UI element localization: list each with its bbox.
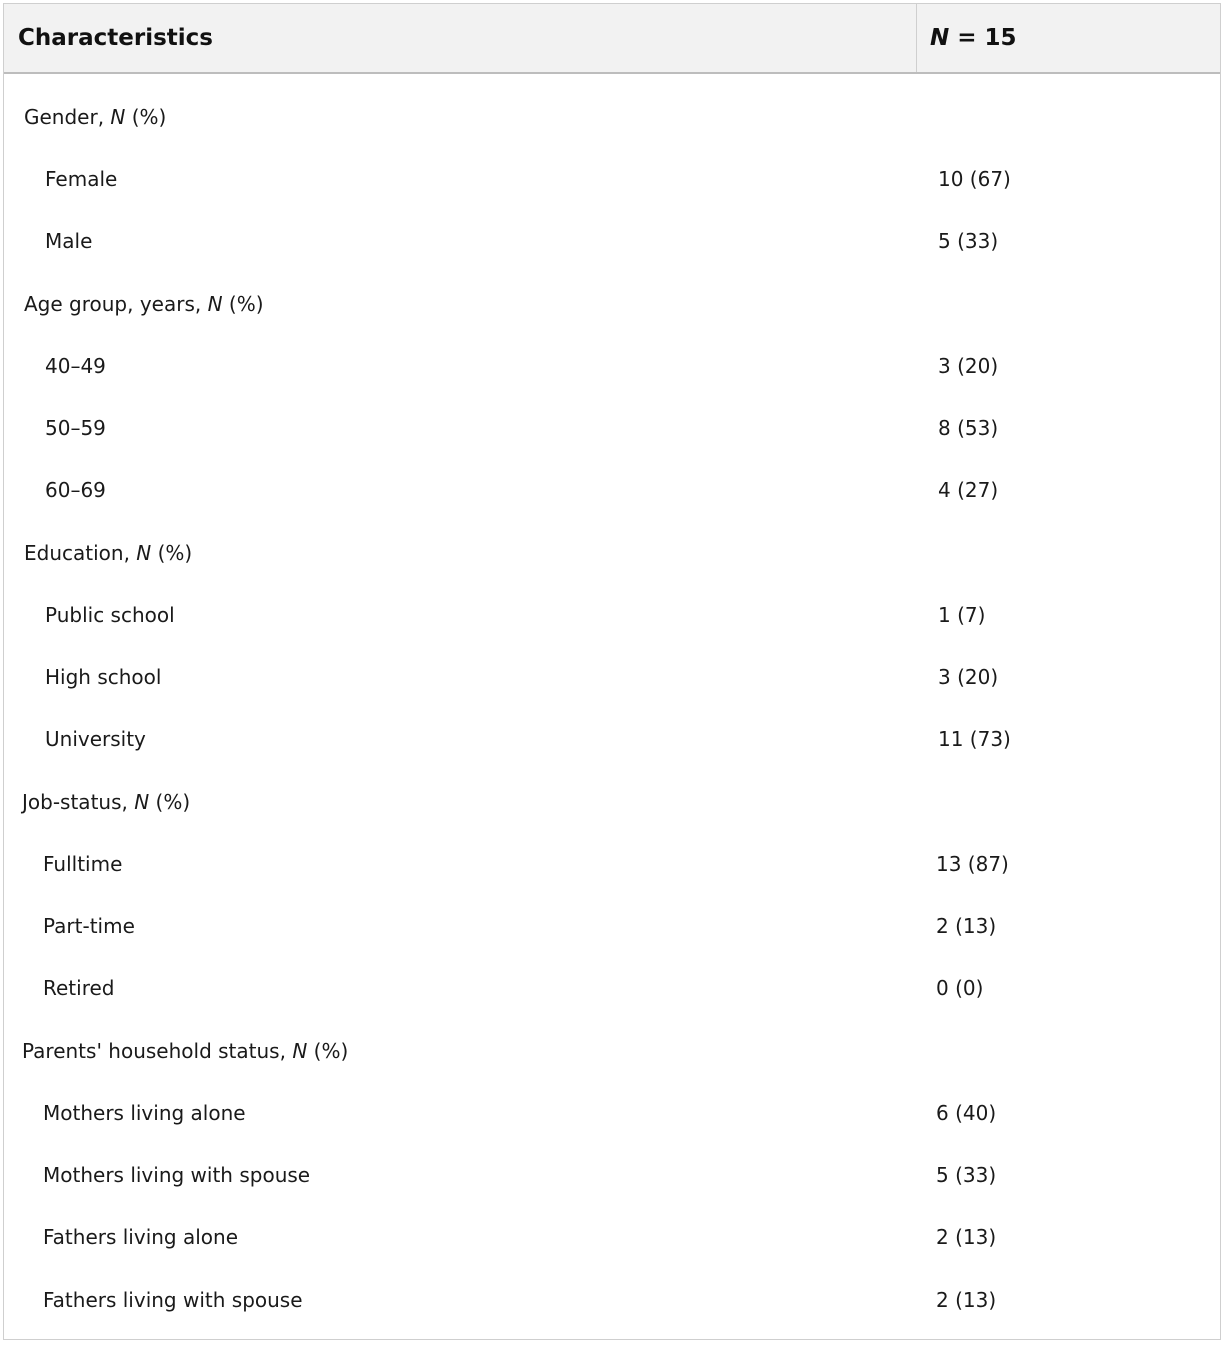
category-label-n: N	[136, 541, 152, 565]
table-row	[4, 1206, 1220, 1268]
row-label: Fathers living alone	[43, 1225, 239, 1249]
row-value: 2 (13)	[936, 914, 997, 938]
row-value: 3 (20)	[938, 354, 999, 378]
row-value: 10 (67)	[938, 167, 1011, 191]
table-header	[4, 4, 1220, 74]
category-label	[24, 273, 264, 335]
row-label: Mothers living alone	[43, 1101, 246, 1125]
demographics-table	[3, 3, 1221, 1340]
category-label-suffix: (%)	[222, 292, 264, 316]
table-row-category	[4, 522, 1220, 584]
row-label: High school	[45, 665, 162, 689]
row-label: 60–69	[45, 478, 106, 502]
row-label: University	[45, 727, 146, 751]
row-value: 2 (13)	[936, 1225, 997, 1249]
row-value: 6 (40)	[936, 1101, 997, 1125]
header-column-divider	[916, 4, 917, 72]
category-label-text: Job-status,	[22, 790, 135, 814]
category-label-n: N	[134, 790, 150, 814]
category-label	[22, 1020, 348, 1082]
table-row-category	[4, 273, 1220, 335]
row-label: Public school	[45, 603, 175, 627]
category-label-n: N	[292, 1039, 308, 1063]
category-label-text: Parents' household status,	[22, 1039, 293, 1063]
row-value: 2 (13)	[936, 1288, 997, 1312]
row-label: Fathers living with spouse	[43, 1288, 303, 1312]
table-row	[4, 335, 1220, 397]
row-value: 13 (87)	[936, 852, 1009, 876]
category-label	[24, 522, 192, 584]
category-label-text: Gender,	[24, 105, 111, 129]
table-row-category	[4, 86, 1220, 148]
table-row	[4, 1144, 1220, 1206]
category-label-n: N	[110, 105, 126, 129]
row-label: Male	[45, 229, 93, 253]
row-value: 4 (27)	[938, 478, 999, 502]
table-row-category	[4, 1020, 1220, 1082]
row-value: 1 (7)	[938, 603, 986, 627]
category-label-suffix: (%)	[125, 105, 167, 129]
row-label: 40–49	[45, 354, 106, 378]
category-label	[24, 86, 166, 148]
row-label: Retired	[43, 976, 115, 1000]
table-row-category	[4, 771, 1220, 833]
category-label-n: N	[207, 292, 223, 316]
header-n-value: = 15	[949, 25, 1017, 51]
table-row	[4, 895, 1220, 957]
category-label-text: Age group, years,	[24, 292, 208, 316]
row-label: 50–59	[45, 416, 106, 440]
row-value: 8 (53)	[938, 416, 999, 440]
category-label	[22, 771, 190, 833]
table-row	[4, 708, 1220, 770]
table-row	[4, 584, 1220, 646]
table-row	[4, 459, 1220, 521]
row-value: 5 (33)	[936, 1163, 997, 1187]
row-label: Fulltime	[43, 852, 123, 876]
row-value: 3 (20)	[938, 665, 999, 689]
table-row	[4, 646, 1220, 708]
category-label-suffix: (%)	[149, 790, 191, 814]
header-sample-size	[930, 4, 1017, 72]
row-value: 11 (73)	[938, 727, 1011, 751]
category-label-text: Education,	[24, 541, 137, 565]
row-label: Female	[45, 167, 118, 191]
row-label: Part-time	[43, 914, 135, 938]
table-row	[4, 210, 1220, 272]
table-row	[4, 833, 1220, 895]
row-label: Mothers living with spouse	[43, 1163, 311, 1187]
header-n-symbol: N	[930, 25, 950, 51]
table-row	[4, 957, 1220, 1019]
category-label-suffix: (%)	[151, 541, 193, 565]
row-value: 0 (0)	[936, 976, 984, 1000]
table-row	[4, 397, 1220, 459]
row-value: 5 (33)	[938, 229, 999, 253]
table-row	[4, 1082, 1220, 1144]
header-characteristics: Characteristics	[18, 25, 213, 51]
table-row	[4, 1269, 1220, 1331]
category-label-suffix: (%)	[307, 1039, 349, 1063]
table-row	[4, 148, 1220, 210]
